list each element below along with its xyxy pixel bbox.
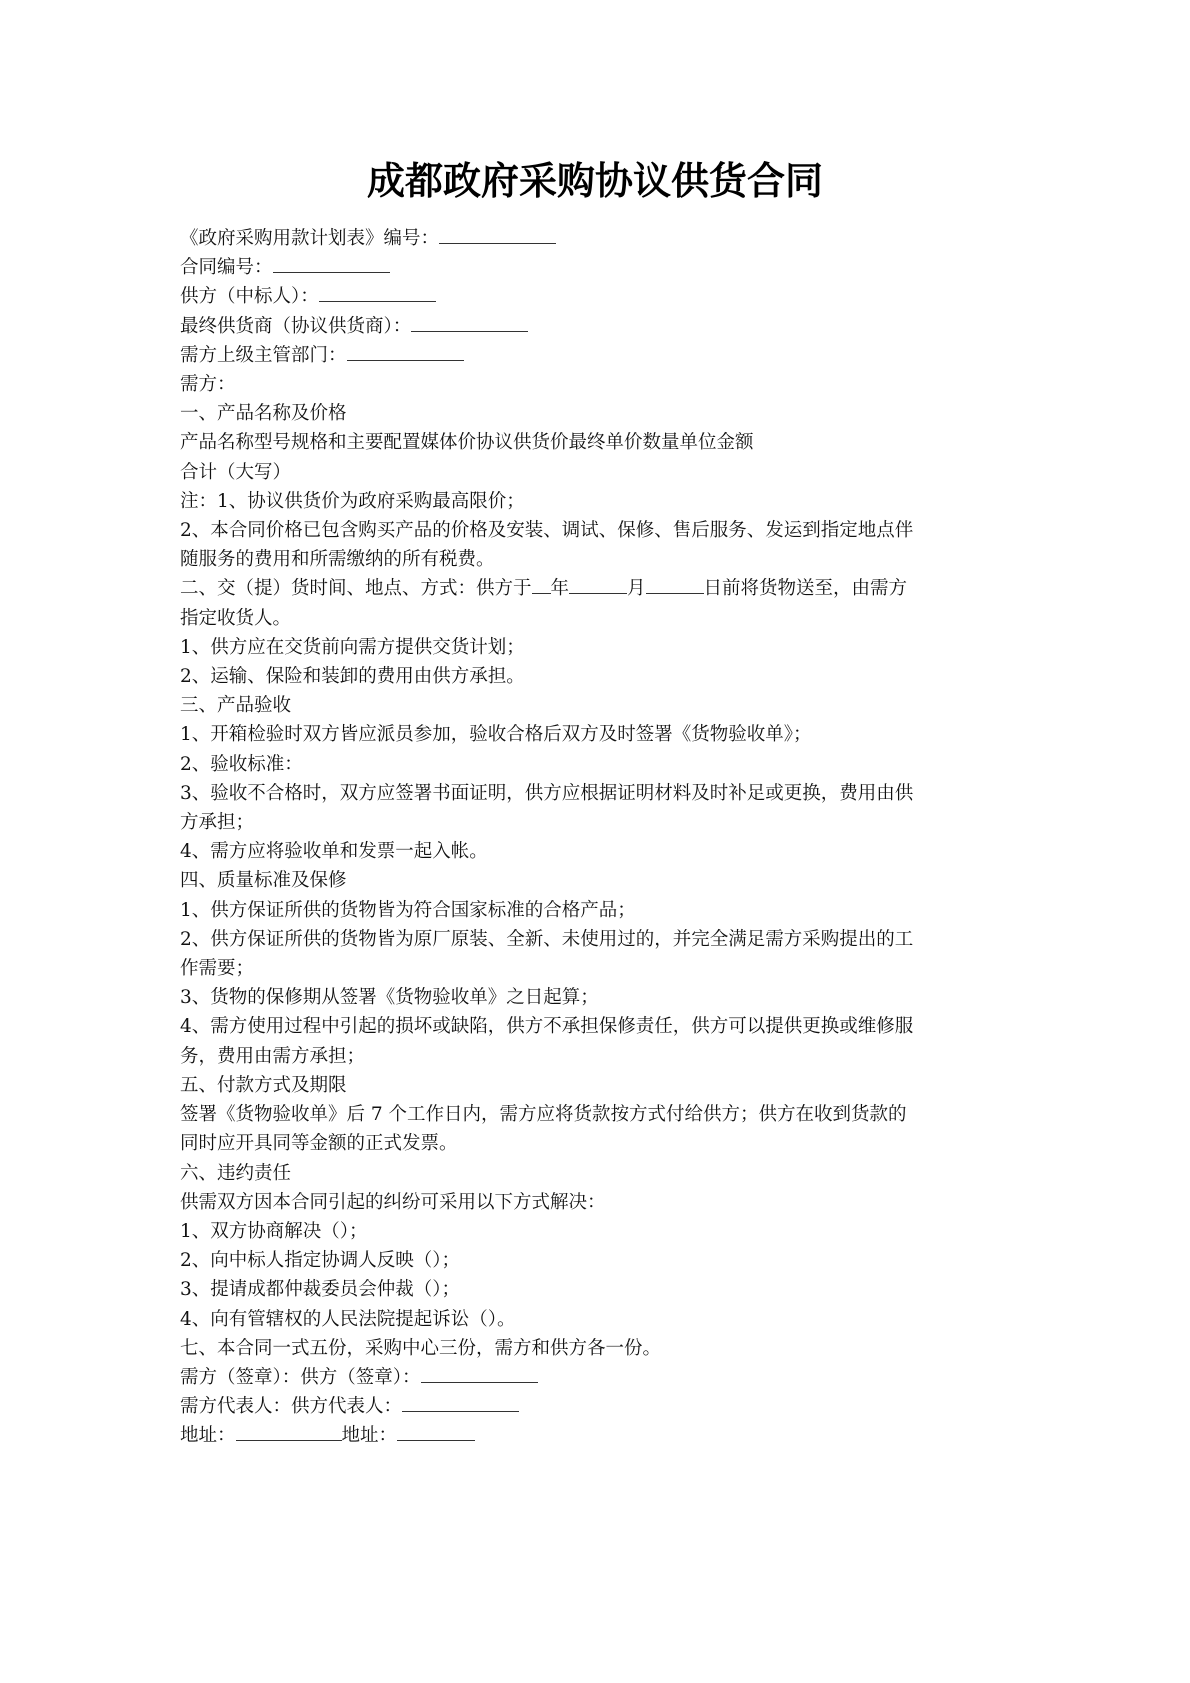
section2-text-end: 日前将货物送至，由需方 (703, 578, 908, 600)
field-supplier (180, 282, 1020, 311)
section6-item-3: 3、提请成都仲裁委员会仲裁（）； (180, 1279, 461, 1301)
field-supervisor (180, 341, 1020, 370)
section6-item-1: 1、双方协商解决（）； (180, 1220, 368, 1242)
document-title: 成都政府采购协议供货合同 (366, 159, 823, 203)
month-blank[interactable] (569, 575, 627, 594)
section2-heading-line2: 指定收货人。 (180, 607, 292, 629)
signature-seal-row (180, 1363, 1020, 1392)
section4-item-4-line-2: 务，费用由需方承担； (180, 1045, 366, 1067)
section4-item-2-line-2: 作需要； (180, 958, 255, 980)
section4-item-4-line-1: 4、需方使用过程中引起的损坏或缺陷，供方不承担保修责任，供方可以提供更换或维修服 (180, 1016, 914, 1038)
buyer-address-label: 地址： (180, 1425, 236, 1447)
rep-blank[interactable] (402, 1393, 519, 1412)
field-final-supplier (180, 312, 1020, 341)
total-capital: 合计（大写） (180, 461, 292, 483)
section5-text-line-1: 签署《货物验收单》后 7 个工作日内，需方应将货款按方式付给供方；供方在收到货款的 (180, 1104, 907, 1126)
section2-heading (180, 574, 1020, 603)
section1-heading: 一、产品名称及价格 (180, 403, 347, 425)
section6-item-2: 2、向中标人指定协调人反映（）； (180, 1250, 461, 1272)
section4-heading: 四、质量标准及保修 (180, 870, 347, 892)
note-2-line-2: 随服务的费用和所需缴纳的所有税费。 (180, 549, 495, 571)
buyer-label: 需方： (180, 374, 236, 396)
month-label: 月 (627, 578, 646, 600)
rep-label: 需方代表人：供方代表人： (180, 1396, 403, 1418)
final-supplier-blank[interactable] (411, 313, 528, 332)
section3-item-1: 1、开箱检验时双方皆应派员参加，验收合格后双方及时签署《货物验收单》； (180, 724, 812, 746)
section6-heading: 六、违约责任 (180, 1162, 292, 1184)
seal-label: 需方（签章）：供方（签章）： (180, 1366, 421, 1388)
section4-item-2-line-1: 2、供方保证所供的货物皆为原厂原装、全新、未使用过的，并完全满足需方采购提出的工 (180, 928, 914, 950)
field-label: 最终供货商（协议供货商）： (180, 315, 412, 337)
section7-text: 七、本合同一式五份，采购中心三份，需方和供方各一份。 (180, 1337, 662, 1359)
buyer-address-blank[interactable] (236, 1422, 342, 1441)
signature-rep-row (180, 1392, 1020, 1421)
field-label: 需方上级主管部门： (180, 344, 347, 366)
supervisor-blank[interactable] (347, 342, 464, 361)
field-plan-number (180, 224, 1020, 253)
contract-number-blank[interactable] (273, 254, 390, 273)
section3-heading: 三、产品验收 (180, 695, 292, 717)
section2-item-2: 2、运输、保险和装卸的费用由供方承担。 (180, 666, 525, 688)
section4-item-1: 1、供方保证所供的货物皆为符合国家标准的合格产品； (180, 899, 636, 921)
supplier-address-label: 地址： (341, 1425, 398, 1447)
section2-text: 二、交（提）货时间、地点、方式：供方于 (180, 578, 532, 600)
day-blank[interactable] (646, 575, 704, 594)
document-body (180, 224, 1020, 1451)
field-label: 合同编号： (180, 257, 273, 279)
section3-item-4: 4、需方应将验收单和发票一起入帐。 (180, 841, 488, 863)
address-row (180, 1421, 1020, 1450)
note-1: 注：1、协议供货价为政府采购最高限价； (180, 490, 525, 512)
section5-text-line-2: 同时应开具同等金额的正式发票。 (180, 1133, 458, 1155)
section6-item-4: 4、向有管辖权的人民法院提起诉讼（）。 (180, 1308, 516, 1330)
section3-item-3-line-2: 方承担； (180, 812, 255, 834)
section6-intro: 供需双方因本合同引起的纠纷可采用以下方式解决： (180, 1191, 606, 1213)
seal-blank[interactable] (421, 1364, 538, 1383)
note-2-line-1: 2、本合同价格已包含购买产品的价格及安装、调试、保修、售后服务、发运到指定地点伴 (180, 520, 914, 542)
section5-heading: 五、付款方式及期限 (180, 1074, 347, 1096)
year-blank[interactable] (532, 575, 551, 594)
supplier-address-blank[interactable] (397, 1422, 475, 1441)
section3-item-3-line-1: 3、验收不合格时，双方应签署书面证明，供方应根据证明材料及时补足或更换，费用由供 (180, 782, 914, 804)
product-table-header: 产品名称型号规格和主要配置媒体价协议供货价最终单价数量单位金额 (180, 432, 754, 454)
field-label: 供方（中标人）： (180, 286, 319, 308)
field-contract-number (180, 253, 1020, 282)
section2-item-1: 1、供方应在交货前向需方提供交货计划； (180, 636, 525, 658)
field-label: 《政府采购用款计划表》编号： (180, 228, 440, 249)
section3-item-2: 2、验收标准： (180, 753, 303, 775)
plan-number-blank[interactable] (439, 225, 556, 244)
section4-item-3: 3、货物的保修期从签署《货物验收单》之日起算； (180, 987, 599, 1009)
supplier-blank[interactable] (319, 283, 436, 302)
year-label: 年 (550, 578, 570, 600)
